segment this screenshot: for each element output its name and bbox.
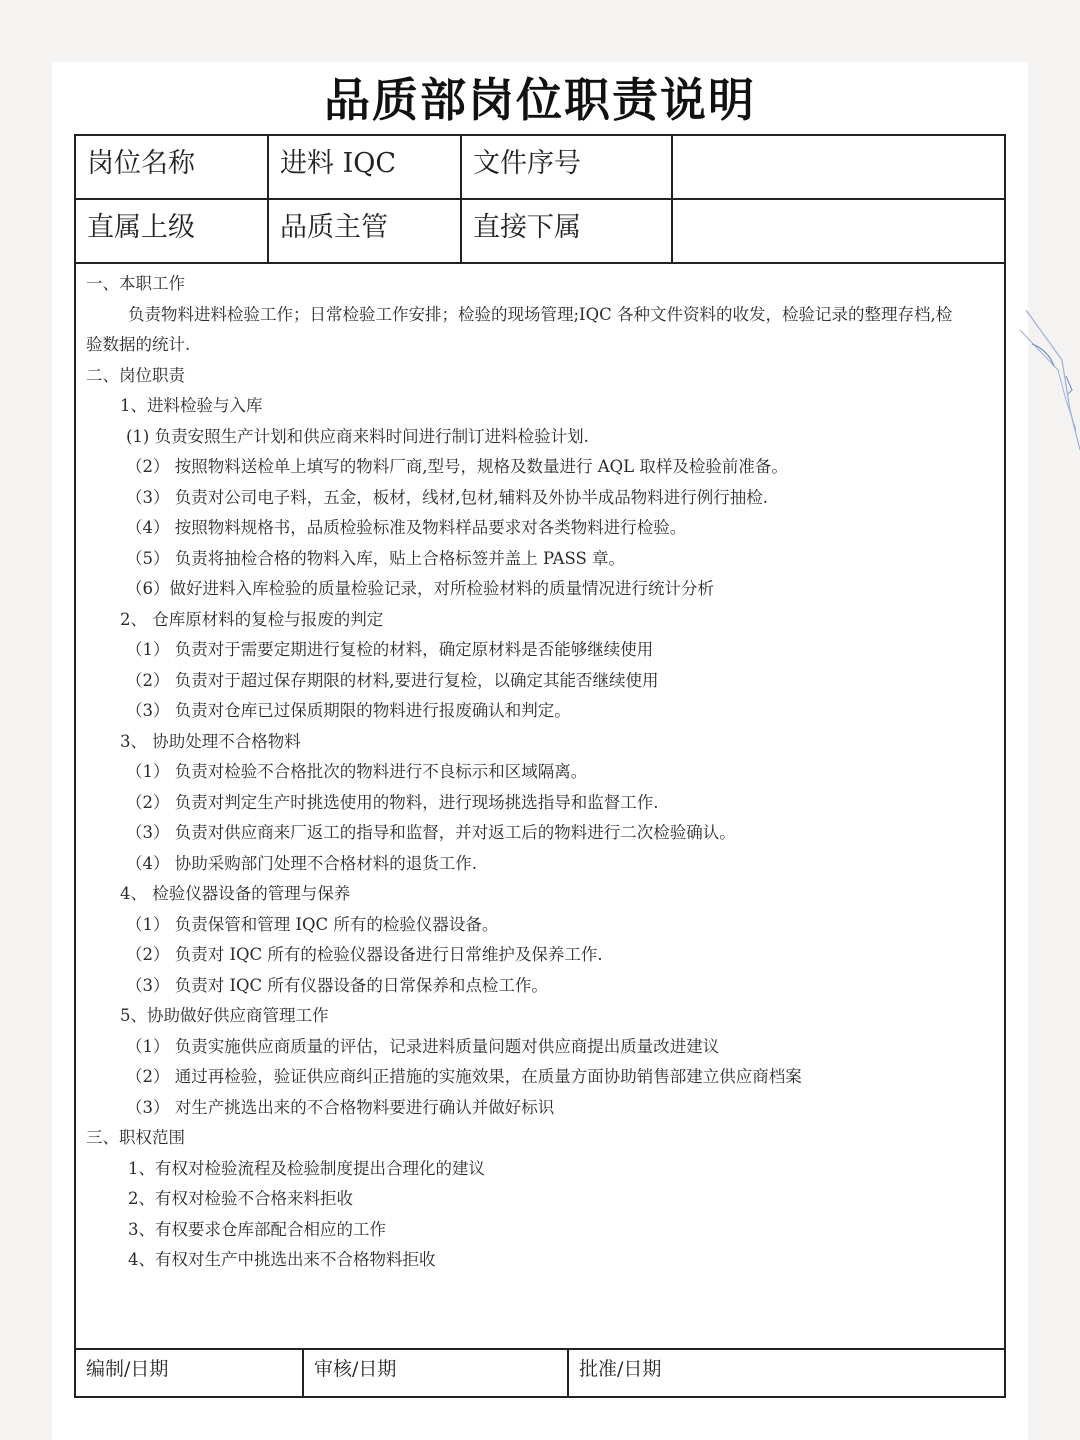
col-divider-1 xyxy=(267,136,269,264)
list-item: （3） 负责对供应商来厂返工的指导和监督，并对返工后的物料进行二次检验确认。 xyxy=(126,823,736,842)
list-item: （2） 通过再检验，验证供应商纠正措施的实施效果，在质量方面协助销售部建立供应商档案 xyxy=(126,1067,802,1086)
subsection-heading: 3、 协助处理不合格物料 xyxy=(120,732,301,751)
list-item: （1） 负责实施供应商质量的评估，记录进料质量问题对供应商提出质量改进建议 xyxy=(126,1037,720,1056)
list-item: （2） 负责对判定生产时挑选使用的物料，进行现场挑选指导和监督工作. xyxy=(126,793,659,812)
list-item: 2、有权对检验不合格来料拒收 xyxy=(128,1189,353,1208)
subsection-heading: 1、进料检验与入库 xyxy=(120,396,263,415)
row-divider-2 xyxy=(76,262,1004,264)
paragraph-line: 验数据的统计. xyxy=(86,335,191,354)
document-title: 品质部岗位职责说明 xyxy=(324,73,756,127)
approved-by-date: 批准/日期 xyxy=(579,1358,662,1380)
prepared-by-date: 编制/日期 xyxy=(86,1358,169,1380)
reviewed-by-date: 审核/日期 xyxy=(314,1358,397,1380)
subsection-heading: 5、协助做好供应商管理工作 xyxy=(120,1006,329,1025)
position-name-value: 进料 IQC xyxy=(280,148,397,179)
direct-subordinate-label: 直接下属 xyxy=(473,212,581,243)
section-heading: 二、岗位职责 xyxy=(86,366,185,385)
subsection-heading: 2、 仓库原材料的复检与报废的判定 xyxy=(120,610,384,629)
list-item: (1) 负责安照生产计划和供应商来料时间进行制订进料检验计划. xyxy=(126,427,589,446)
col-divider-2 xyxy=(460,136,462,264)
subsection-heading: 4、 检验仪器设备的管理与保养 xyxy=(120,884,351,903)
footer-divider-2 xyxy=(567,1348,569,1398)
list-item: （2） 负责对 IQC 所有的检验仪器设备进行日常维护及保养工作. xyxy=(126,945,603,964)
direct-superior-label: 直属上级 xyxy=(87,212,195,243)
row-divider-1 xyxy=(76,198,1004,200)
list-item: （1） 负责保管和管理 IQC 所有的检验仪器设备。 xyxy=(126,915,499,934)
list-item: （3） 负责对公司电子料，五金，板材，线材,包材,辅料及外协半成品物料进行例行抽检. xyxy=(126,488,768,507)
pen-scribble-mark xyxy=(1018,290,1080,460)
list-item: （1） 负责对于需要定期进行复检的材料，确定原材料是否能够继续使用 xyxy=(126,640,654,659)
list-item: 4、有权对生产中挑选出来不合格物料拒收 xyxy=(128,1250,436,1269)
list-item: （5） 负责将抽检合格的物料入库，贴上合格标签并盖上 PASS 章。 xyxy=(126,549,626,568)
list-item: （6）做好进料入库检验的质量检验记录，对所检验材料的质量情况进行统计分析 xyxy=(126,579,714,598)
row-divider-footer xyxy=(76,1348,1004,1350)
document-number-label: 文件序号 xyxy=(473,148,581,179)
footer-divider-1 xyxy=(302,1348,304,1398)
section-heading: 一、本职工作 xyxy=(86,274,185,293)
list-item: （3） 对生产挑选出来的不合格物料要进行确认并做好标识 xyxy=(126,1098,555,1117)
paragraph-line: 负责物料进料检验工作；日常检验工作安排；检验的现场管理;IQC 各种文件资料的收发，检验记录的整理存档,检 xyxy=(128,305,953,324)
list-item: （2） 负责对于超过保存期限的材料,要进行复检，以确定其能否继续使用 xyxy=(126,671,659,690)
list-item: （3） 负责对 IQC 所有仪器设备的日常保养和点检工作。 xyxy=(126,976,548,995)
section-heading: 三、职权范围 xyxy=(86,1128,185,1147)
list-item: （2） 按照物料送检单上填写的物料厂商,型号，规格及数量进行 AQL 取样及检验前准备。 xyxy=(126,457,788,476)
direct-superior-value: 品质主管 xyxy=(280,212,388,243)
col-divider-3 xyxy=(671,136,673,264)
list-item: 3、有权要求仓库部配合相应的工作 xyxy=(128,1220,386,1239)
list-item: （3） 负责对仓库已过保质期限的物料进行报废确认和判定。 xyxy=(126,701,571,720)
list-item: （4） 协助采购部门处理不合格材料的退货工作. xyxy=(126,854,477,873)
list-item: 1、有权对检验流程及检验制度提出合理化的建议 xyxy=(128,1159,485,1178)
job-description-table xyxy=(74,134,1006,1398)
position-name-label: 岗位名称 xyxy=(87,148,195,179)
list-item: （1） 负责对检验不合格批次的物料进行不良标示和区域隔离。 xyxy=(126,762,588,781)
list-item: （4） 按照物料规格书，品质检验标准及物料样品要求对各类物料进行检验。 xyxy=(126,518,687,537)
